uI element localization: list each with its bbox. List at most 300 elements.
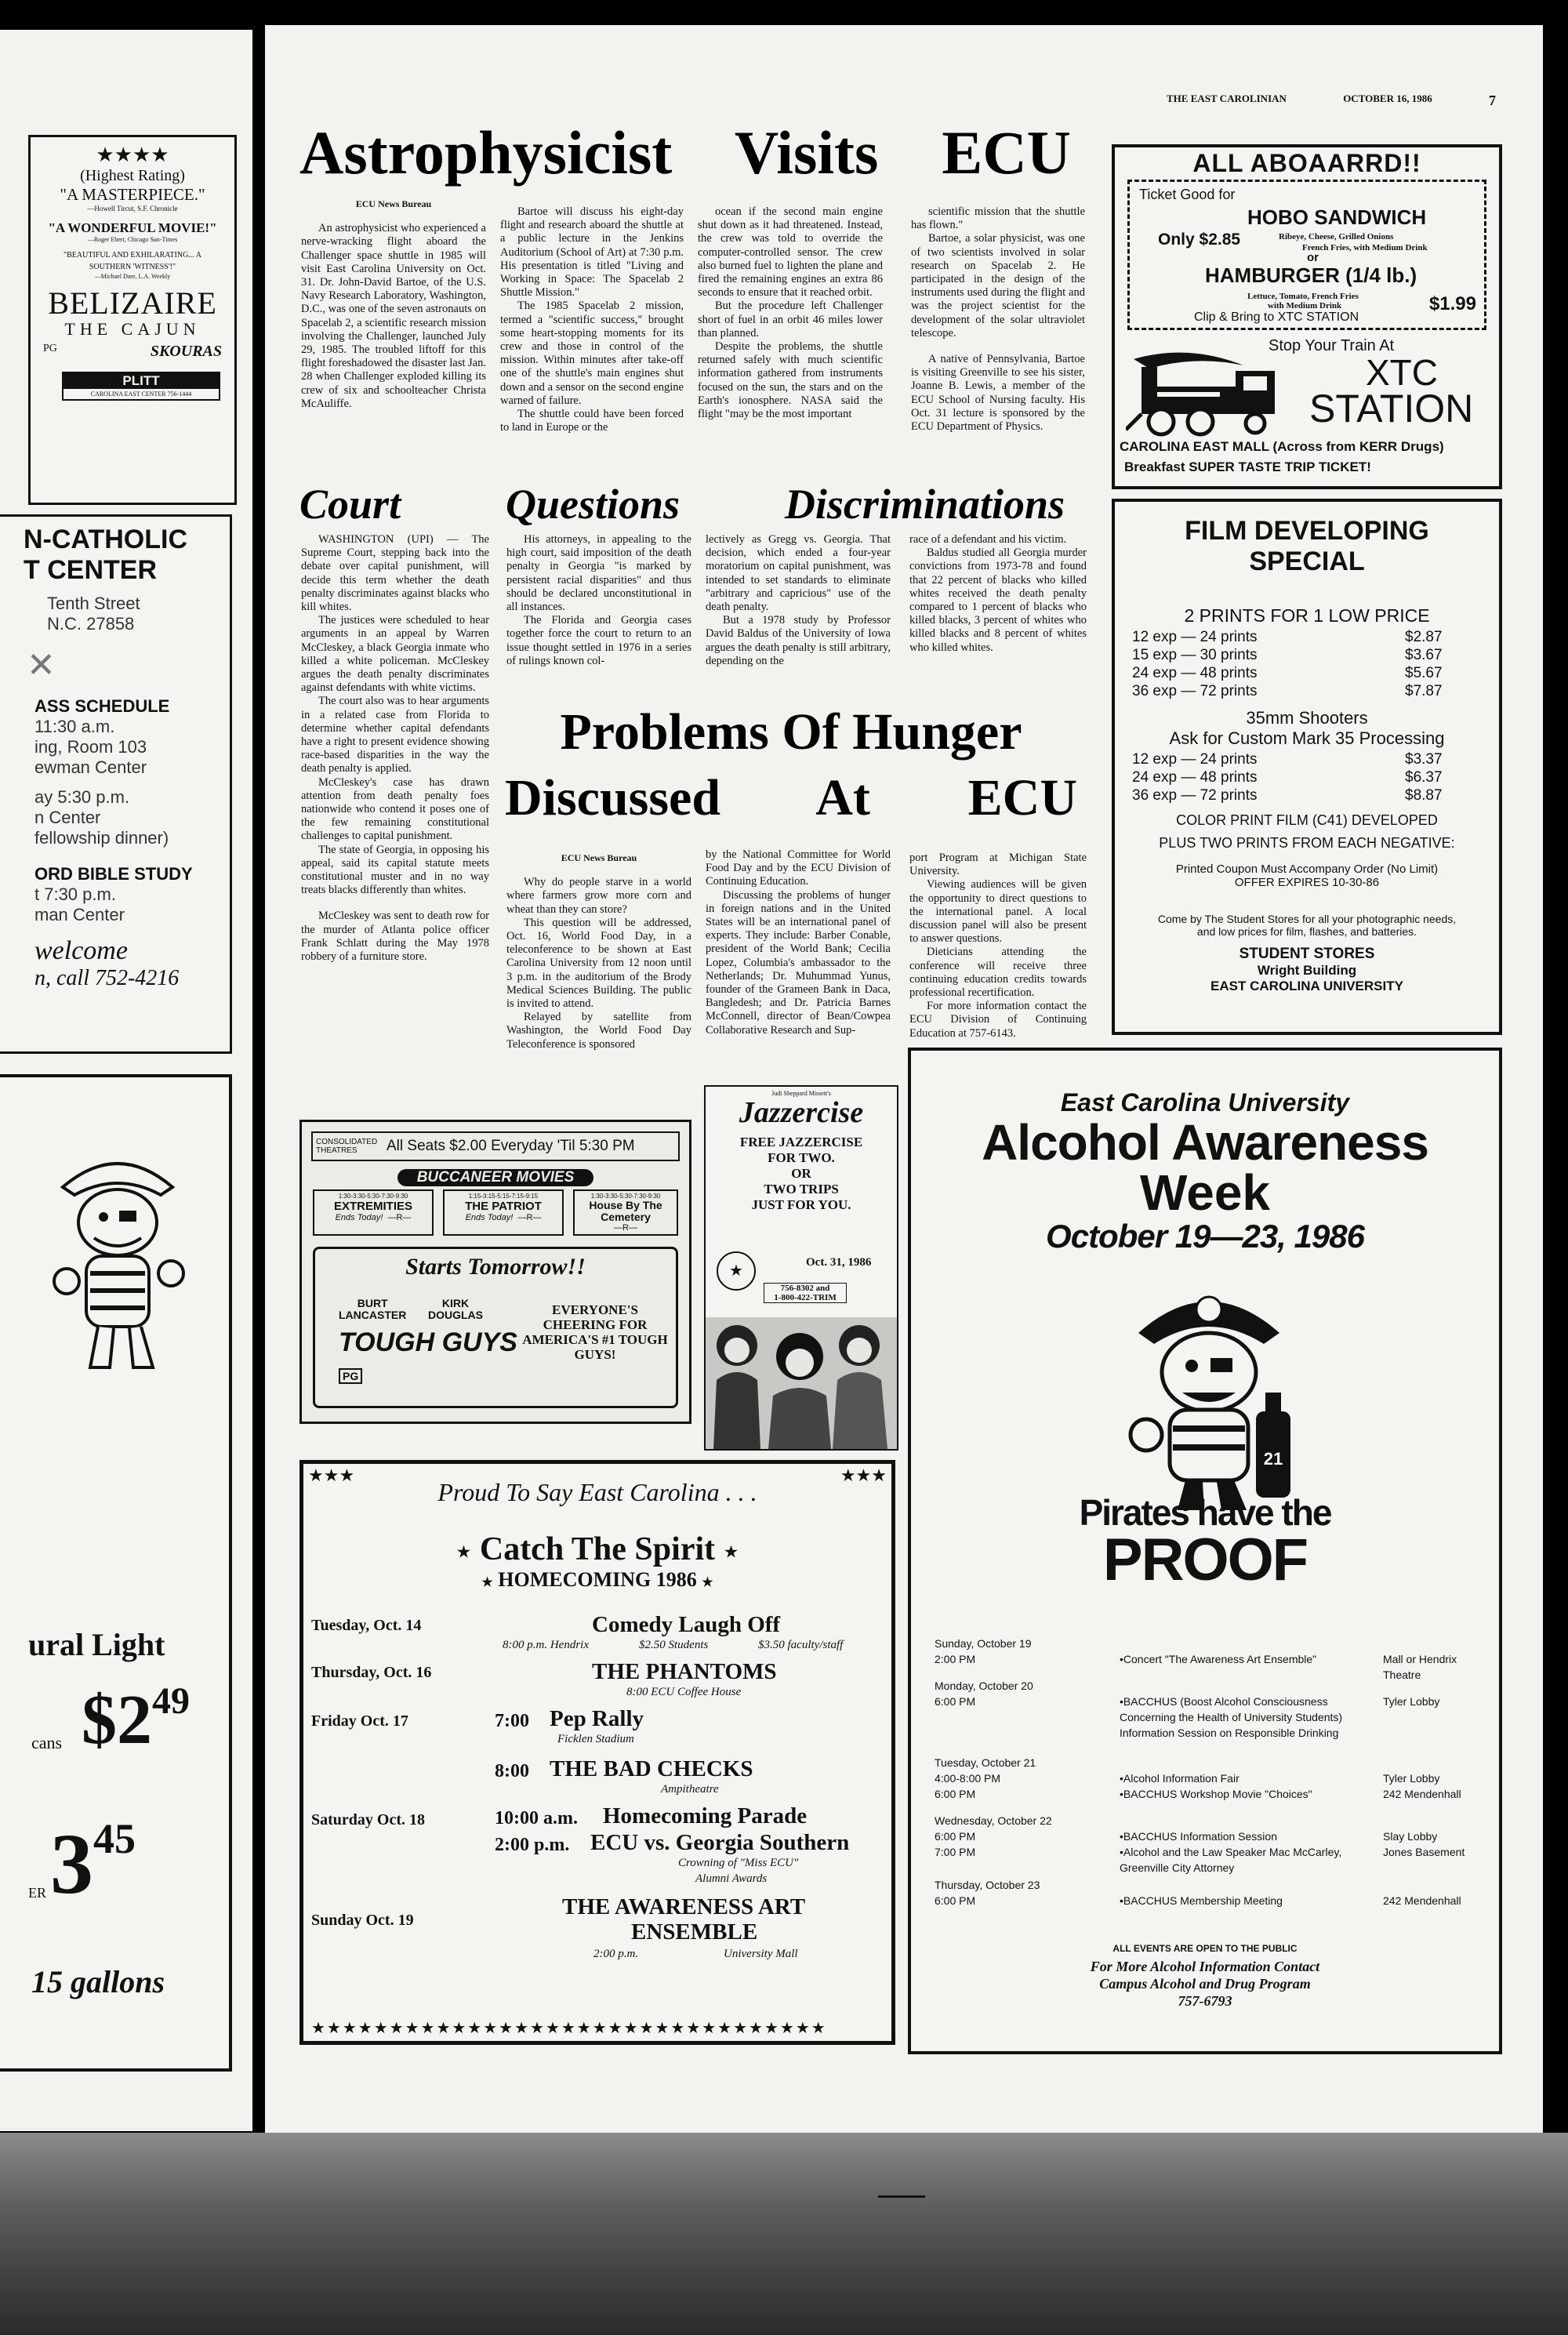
newman-s1: 11:30 a.m. [34, 717, 115, 736]
movies-house: BUCCANEER MOVIES [397, 1169, 593, 1186]
film-price-list [1132, 628, 1480, 700]
m2-title: THE PATRIOT [465, 1200, 542, 1213]
hunger-col3c: Dieticians attending the conference will receive three continuing education credits towards professional recertification. [909, 946, 1087, 1000]
newman-s3: ewman Center [34, 757, 147, 777]
price-label: 12 exp — 24 prints [1132, 629, 1258, 645]
newman-line2: T CENTER [24, 555, 157, 585]
court-col1b: The justices were scheduled to hear arguments in an appeal by Warren McCleskey, a black Georgia inmate who killed a white policeman. McCleskey argues the death penalty discriminates against defendants with white victims. [301, 614, 489, 695]
newman-center-ad [0, 514, 232, 1054]
belizaire-credit3: —Michael Dare, L.A. Weekly [94, 273, 171, 280]
buccaneer-movies-ad [299, 1120, 691, 1424]
beer-gallons: 15 gallons [31, 1964, 165, 1999]
beer-price1-dollar: $2 [82, 1681, 152, 1759]
court-col1 [301, 533, 489, 964]
movies-star2 [428, 1298, 483, 1321]
price-label: 12 exp — 24 prints [1132, 751, 1258, 768]
schedule-time: 6:00 PM [935, 1829, 976, 1843]
hunger-headline1: Problems Of Hunger [560, 703, 1022, 761]
schedule-items [1120, 1651, 1355, 1667]
xtc-item1-desc2: French Fries, with Medium Drink [1302, 243, 1428, 252]
m1-title: EXTREMITIES [333, 1200, 412, 1213]
schedule-place [1383, 1770, 1485, 1802]
xtc-item2: HAMBURGER (1/4 lb.) [1205, 263, 1417, 287]
homecoming-stars-bottom: ★★★★★★★★★★★★★★★★★★★★★★★★★★★★★★★★★ [311, 2020, 827, 2037]
film-expires: OFFER EXPIRES 10-30-86 [1234, 876, 1380, 889]
movies-header [311, 1131, 680, 1161]
court-col1a: WASHINGTON (UPI) — The Supreme Court, stepping back into the debate over capital punishment, will decide this term whether the death penalty discriminates against blacks who kill whites. [301, 533, 489, 614]
schedule-items [1120, 1893, 1355, 1908]
homecoming-stars-left: ★★★ [308, 1465, 355, 1485]
astro-col1-text: An astrophysicist who experienced a nerve-wracking flight aboard the Challenger space shuttle in 1985 will visit East Carolina University on Oct. 31. Dr. John-David Bartoe, of the U.S. Navy Research Laboratory, Washington, D.C., was one of the seven astronauts on Spacelab 2, a scientific research mission involving the Challenger, launched July 29, 1985. The troubled liftoff for this flight foreshadowed the disaster last Jan. 28 when Challenger exploded killing its crew of six and schoolteacher Christa McAuliffe. [301, 222, 486, 410]
newman-s2: ing, Room 103 [34, 737, 147, 757]
schedule-item: •BACCHUS Workshop Movie "Choices" [1120, 1787, 1312, 1800]
jazz-logo: ★ [717, 1251, 756, 1291]
jazz-phone1: 756-8302 and [780, 1284, 830, 1293]
xtc-stop: Stop Your Train At [1269, 337, 1395, 354]
schedule-item: •Alcohol and the Law Speaker Mac McCarley, Greenville City Attorney [1120, 1845, 1342, 1874]
e5-time: 10:00 a.m. [495, 1808, 578, 1828]
e1-day: Tuesday, Oct. 14 [311, 1617, 422, 1634]
astro-col2c: The shuttle could have been forced to land in Europe or the [500, 408, 684, 434]
hunger-col1b: This question will be addressed, Oct. 16, World Food Day, in a teleconference to be shown at East Carolina University from 12 noon until 3 p.m. in the auditorium of the Brody Medical Sciences Building. The public is invited to attend. [506, 916, 691, 1011]
schedule-items [1120, 1828, 1355, 1876]
m3-times: 1:30-3:30-5:30-7:30-9:30 [590, 1193, 661, 1200]
price-label: 24 exp — 48 prints [1132, 769, 1258, 786]
e7-title2: ENSEMBLE [631, 1919, 758, 1945]
belizaire-theatre: PLITT [64, 373, 219, 389]
e1-p2: $3.50 faculty/staff [758, 1639, 844, 1651]
belizaire-subtitle: THE CAJUN [64, 319, 201, 339]
belizaire-distributor: SKOURAS [150, 343, 222, 360]
xtc-only: Only $2.85 [1158, 231, 1241, 249]
beer-cans: cans [31, 1733, 63, 1752]
court-col3 [706, 533, 891, 668]
astro-col2a: Bartoe will discuss his eight-day flight and research aboard the shuttle at a public lecture in the Jenkins Auditorium (School of Art) at 7:30 p.m. His presentation is titled "Living and Working in Space: The Spacelab 2 Shuttle Mission." [500, 205, 684, 300]
schedule-time: 7:00 PM [935, 1845, 976, 1858]
film-shooters1: 35mm Shooters [1246, 708, 1368, 728]
film-store: STUDENT STORES [1239, 946, 1375, 962]
star-icon: ★ [456, 1542, 472, 1562]
e7-place: University Mall [724, 1948, 798, 1960]
alcohol-awareness-ad [908, 1048, 1502, 2054]
price-label: 36 exp — 72 prints [1132, 683, 1258, 699]
belizaire-credit1: —Howell Tircut, S.F. Chronicle [87, 205, 178, 212]
court-col1f: McCleskey was sent to death row for the murder of Atlanta police officer Frank Schlatt during the May 1978 robbery of a furniture store. [301, 910, 489, 964]
belizaire-ad [28, 135, 237, 505]
beer-price1-cents: 49 [152, 1680, 190, 1722]
belizaire-rating: (Highest Rating) [80, 167, 185, 184]
xtc-mall: CAROLINA EAST MALL (Across from KERR Drugs) [1120, 439, 1444, 454]
film-price-list-35mm [1132, 750, 1480, 804]
price-label: 15 exp — 30 prints [1132, 647, 1258, 663]
belizaire-theatre-address: CAROLINA EAST CENTER 756-1444 [90, 390, 192, 398]
page-fold-line [878, 2195, 925, 2198]
astro-col3 [698, 205, 883, 421]
price-row [1132, 786, 1480, 804]
court-headline: Court Questions Discriminations [299, 481, 1065, 528]
beer-price2: 3 [50, 1816, 93, 1912]
xtc-item2-desc2: with Medium Drink [1268, 301, 1342, 310]
schedule-entry [935, 1755, 1483, 1802]
price-row [1132, 628, 1480, 646]
star2a: KIRK [441, 1297, 470, 1309]
astro-headline: Astrophysicist Visits ECU [299, 118, 1071, 187]
astro-col4b: Bartoe, a solar physicist, was one of two scientists involved in solar research on Spacelab 2. He participated in the design of the instruments used during the flight and was the project scientist for the development of the solar ultraviolet telescope. [911, 232, 1085, 340]
court-col3a: lectively as Gregg vs. Georgia. That decision, which ended a four-year moratorium on capital punishment, was intended to set standards to eliminate "arbitrary and capricious" use of the death penalty. [706, 533, 891, 614]
tough-guys-box [313, 1247, 678, 1408]
hunger-col3a: port Program at Michigan State University. [909, 852, 1087, 878]
m1-end: Ends Today! [335, 1213, 383, 1222]
homecoming-ad [299, 1460, 895, 2045]
schedule-location: Tyler Lobby [1383, 1695, 1440, 1708]
bottle-label: 21 [1263, 1449, 1283, 1469]
price-row [1132, 646, 1480, 664]
beer-price2-cents: 45 [93, 1815, 136, 1862]
film-developing-ad [1112, 499, 1502, 1035]
e7-time: 2:00 p.m. [593, 1948, 639, 1960]
xtc-ticket: Ticket Good for [1139, 187, 1236, 202]
xtc-ticket-coupon [1127, 180, 1486, 330]
schedule-item: •BACCHUS (Boost Alcohol Consciousness Concerning the Health of University Students) Information Session on Responsible Drinking [1120, 1695, 1343, 1739]
court-col4 [909, 533, 1087, 655]
e7-day: Sunday Oct. 19 [311, 1912, 414, 1929]
schedule-item: •Alcohol Information Fair [1120, 1771, 1240, 1785]
schedule-location: 242 Mendenhall [1383, 1787, 1461, 1800]
jazz-line3: OR [791, 1166, 811, 1181]
beer-ad [0, 1074, 232, 2072]
e7-title1: THE AWARENESS ART [562, 1894, 806, 1919]
jazz-phone2: 1-800-422-TRIM [774, 1293, 837, 1302]
belizaire-quote2: "A WONDERFUL MOVIE!" [48, 220, 217, 235]
film-plus: PLUS TWO PRINTS FROM EACH NEGATIVE: [1159, 835, 1455, 851]
court-col4b: Baldus studied all Georgia murder convictions from 1973-78 and found that 22 percent of blacks who killed whites received the death penalty compared to 1 percent of blacks who killed blacks, 3 percent of whites who killed blacks and 8 percent of whites who killed whites. [909, 547, 1087, 654]
astro-col4 [911, 205, 1085, 434]
price-value: $2.87 [1405, 629, 1443, 645]
newman-welcome: welcome [34, 936, 128, 965]
film-title2: SPECIAL [1249, 547, 1365, 576]
schedule-time: 6:00 PM [935, 1787, 976, 1800]
jazzercise-ad [704, 1085, 898, 1451]
xtc-station-ad [1112, 144, 1502, 489]
star2b: DOUGLAS [428, 1309, 483, 1321]
jazz-line1: FREE JAZZERCISE [739, 1135, 863, 1149]
schedule-day: Tuesday, October 21 [935, 1756, 1036, 1769]
xtc-breakfast: Breakfast SUPER TASTE TRIP TICKET! [1124, 459, 1371, 474]
newman-call: n, call 752-4216 [34, 966, 180, 990]
movies-rating: PG [339, 1368, 362, 1384]
astro-col2 [500, 205, 684, 434]
film-title1: FILM DEVELOPING [1185, 516, 1429, 546]
price-row [1132, 664, 1480, 682]
court-col2 [506, 533, 691, 668]
schedule-when [935, 1636, 1120, 1667]
hunger-col2a: by the National Committee for World Food Day and by the ECU Division of Continuing Education. [706, 848, 891, 888]
newman-logo: ✕ [27, 646, 56, 685]
price-row [1132, 768, 1480, 786]
schedule-day: Sunday, October 19 [935, 1637, 1032, 1650]
masthead-date: OCTOBER 16, 1986 [1343, 93, 1432, 104]
beer-name: ural Light [28, 1627, 165, 1662]
schedule-entry [935, 1813, 1483, 1874]
star1a: BURT [357, 1297, 388, 1309]
film-sub: 2 PRINTS FOR 1 LOW PRICE [1184, 605, 1430, 626]
hunger-col2b: Discussing the problems of hunger in foreign nations and in the United States will be an international panel of experts. They include: Barber Conable, president of the World Bank; Cecilia Lopez, Columbia's ambassador to the Netherlands; Dr. Muhummad Yunus, founder of the Grameen Bank in Daca, Bangledesh; and Dr. Patricia Barnes McConnell, director of Bean/Cowpea Collaborative Research and Sup- [706, 888, 891, 1037]
schedule-location: Mall or Hendrix Theatre [1383, 1653, 1457, 1681]
belizaire-quote1: "A MASTERPIECE." [60, 185, 205, 204]
e3-title: Pep Rally [550, 1706, 644, 1731]
belizaire-title: BELIZAIRE [48, 285, 217, 321]
schedule-time: 4:00-8:00 PM [935, 1771, 1001, 1785]
xtc-item2-desc1: Lettuce, Tomato, French Fries [1247, 292, 1359, 301]
e5-day: Saturday Oct. 18 [311, 1811, 425, 1828]
schedule-time: 6:00 PM [935, 1894, 976, 1907]
schedule-location: Tyler Lobby [1383, 1771, 1440, 1785]
price-value: $7.87 [1405, 683, 1443, 699]
train-icon [1126, 351, 1290, 438]
alcohol-footer3: Campus Alcohol and Drug Program [1099, 1976, 1311, 1992]
hunger-col1 [506, 852, 691, 1051]
schedule-when [935, 1755, 1120, 1802]
pirate-with-bottle-illustration [1107, 1278, 1311, 1513]
court-col4a: race of a defendant and his victim. [909, 533, 1067, 546]
xtc-or: or [1307, 251, 1319, 264]
court-col2b: The Florida and Georgia cases together force the court to return to an issue thought settled in 1976 in a series of rulings known col- [506, 614, 691, 667]
beer-er: ER [28, 1885, 47, 1901]
pirate-mascot-illustration [31, 1140, 204, 1375]
newman-schedule-head: ASS SCHEDULE [34, 696, 170, 716]
newman-b2: man Center [34, 905, 125, 924]
schedule-place [1383, 1893, 1485, 1908]
movies-title: TOUGH GUYS [339, 1327, 517, 1357]
price-label: 24 exp — 48 prints [1132, 665, 1258, 681]
astro-col3b: But the procedure left Challenger short of fuel in an orbit 46 miles lower than planned. [698, 300, 883, 340]
alcohol-title1: Alcohol Awareness [982, 1114, 1428, 1171]
price-value: $6.37 [1405, 769, 1443, 786]
film-univ: EAST CAROLINA UNIVERSITY [1210, 979, 1403, 993]
jazz-name: Jazzercise [739, 1096, 864, 1129]
schedule-day: Wednesday, October 22 [935, 1814, 1052, 1827]
e1-time: 8:00 p.m. Hendrix [503, 1639, 589, 1651]
schedule-location: Slay Lobby [1383, 1829, 1438, 1843]
masthead-page: 7 [1488, 93, 1496, 108]
astro-col4a: scientific mission that the shuttle has flown." [911, 205, 1085, 232]
price-value: $8.87 [1405, 787, 1443, 804]
astro-col4c: A native of Pennsylvania, Bartoe is visiting Greenville to see his sister, Joanne B. Lewis, a member of the ECU School of Nursing faculty. His Oct. 31 lecture is sponsored by the ECU Department of Physics. [911, 353, 1085, 434]
hunger-col1c: Relayed by satellite from Washington, the World Food Day Teleconference is sponsored [506, 1011, 691, 1051]
price-label: 36 exp — 72 prints [1132, 787, 1258, 804]
astro-col3c: Despite the problems, the shuttle returned safely with much scientific information gathered from instruments focused on the sun, the stars and on the Earth's ionosphere. NASA said the flight "may be the most important [698, 340, 883, 421]
masthead-paper: THE EAST CAROLINIAN [1167, 93, 1287, 104]
homecoming-hc-row [303, 1568, 891, 1592]
jazzercise-dancers-photo [706, 1317, 897, 1449]
e3-sub: Ficklen Stadium [557, 1733, 634, 1745]
hunger-col3 [909, 852, 1087, 1040]
schedule-location: 242 Mendenhall [1383, 1894, 1461, 1907]
astro-col1 [301, 198, 486, 411]
e4-time: 8:00 [495, 1761, 529, 1781]
homecoming-catch: Catch The Spirit [479, 1531, 716, 1567]
price-value: $3.37 [1405, 751, 1443, 768]
schedule-day: Monday, October 20 [935, 1680, 1033, 1692]
jazz-phones [764, 1283, 847, 1303]
film-coupon: Printed Coupon Must Accompany Order (No Limit) [1175, 862, 1439, 876]
schedule-item: •Concert "The Awareness Art Ensemble" [1120, 1653, 1317, 1665]
xtc-name1: XTC [1366, 352, 1438, 393]
e5-title: Homecoming Parade [603, 1803, 808, 1828]
jazz-line4: TWO TRIPS [764, 1182, 839, 1197]
film-shooters2: Ask for Custom Mark 35 Processing [1169, 728, 1445, 748]
e3-day: Friday Oct. 17 [311, 1712, 408, 1730]
schedule-day: Thursday, October 23 [935, 1878, 1040, 1891]
star-icon: ★ [702, 1576, 713, 1589]
xtc-clip: Clip & Bring to XTC STATION [1194, 310, 1359, 324]
movies-star1 [339, 1298, 406, 1321]
astro-col2b: The 1985 Spacelab 2 mission, termed a "scientific success," brought some heart-stopping moments for its crew and those in control of the mission. Within minutes after take-off one of the shuttle's main engines shut down and a sensor on the second engine warned of failure. [500, 300, 684, 407]
schedule-item: •BACCHUS Information Session [1120, 1829, 1277, 1843]
newman-b1: t 7:30 p.m. [34, 884, 116, 904]
e4-sub: Ampitheatre [661, 1783, 719, 1796]
m3-rating: —R— [614, 1223, 637, 1233]
court-col3b: But a 1978 study by Professor David Baldus of the University of Iowa argues the death penalty is still arbitrary, depending on the [706, 614, 891, 667]
m2-times: 1:15-3:15-5:15-7:15-9:15 [468, 1193, 539, 1200]
court-col2a: His attorneys, in appealing to the high court, said imposition of the death penalty in Georgia "is marked by persistent racial disparities" and thus should be declared unconstitutional in all instances. [506, 533, 691, 614]
price-value: $3.67 [1405, 647, 1443, 663]
newman-s6: fellowship dinner) [34, 828, 169, 848]
homecoming-proud: Proud To Say East Carolina . . . [437, 1478, 757, 1506]
movies-starts: Starts Tomorrow!! [405, 1254, 586, 1280]
jazz-presenter: Judi Sheppard Missett's [771, 1090, 831, 1097]
schedule-place [1383, 1694, 1485, 1709]
movies-tagline: EVERYONE'S CHEERING FOR AMERICA'S #1 TOUGH GUYS! [522, 1302, 668, 1362]
e1-title: Comedy Laugh Off [592, 1612, 781, 1637]
film-color: COLOR PRINT FILM (C41) DEVELOPED [1176, 812, 1438, 828]
court-col1d: McCleskey's case has drawn attention from death penalty foes nationwide who contend it poses one of the few remaining constitutional challenges to capital punishment. [301, 775, 489, 843]
alcohol-footer1: ALL EVENTS ARE OPEN TO THE PUBLIC [1112, 1943, 1298, 1954]
xtc-price2: $1.99 [1428, 293, 1476, 314]
price-row [1132, 682, 1480, 700]
m3-title: House By The Cemetery [589, 1199, 662, 1223]
hunger-col3b: Viewing audiences will be given the opportunity to direct questions to the international panel. A local discussion panel will also be present to answer questions. [909, 878, 1087, 946]
price-row [1132, 750, 1480, 768]
schedule-entry [935, 1678, 1483, 1744]
bottom-film-edge [0, 2133, 1568, 2335]
astro-col3a: ocean if the second main engine shut down as it had threatened. Instead, the crew was told to override the computer-controlled sensor. The crew also burned fuel to lighten the plane and fired the remaining engines an extra 86 seconds to ensure that it reached orbit. [698, 205, 883, 300]
hunger-byline: ECU News Bureau [561, 852, 637, 863]
movie-listing-2 [443, 1189, 564, 1236]
homecoming-events [303, 1592, 891, 1960]
newman-bible-head: ORD BIBLE STUDY [34, 864, 193, 884]
movies-listings [313, 1189, 678, 1236]
m2-rating: —R— [517, 1213, 542, 1222]
e2-title: THE PHANTOMS [592, 1659, 777, 1684]
newman-s4: ay 5:30 p.m. [34, 787, 130, 807]
schedule-entry [935, 1636, 1483, 1681]
homecoming-catch-row [303, 1531, 891, 1568]
astro-article [301, 198, 1085, 496]
e3-time: 7:00 [495, 1711, 529, 1731]
belizaire-stars: ★★★★ [96, 143, 169, 166]
e2-sub: 8:00 ECU Coffee House [626, 1686, 742, 1698]
movies-chain: CONSOLIDATED THEATRES [316, 1138, 378, 1155]
alcohol-title2: Week [1139, 1164, 1271, 1221]
e6-sub1: Crowning of "Miss ECU" [678, 1857, 799, 1869]
schedule-item: •BACCHUS Membership Meeting [1120, 1894, 1283, 1907]
e6-sub2: Alumni Awards [695, 1872, 768, 1885]
movie-listing-1 [313, 1189, 434, 1236]
m1-times: 1:30-3:30-5:30-7:30-9:30 [338, 1193, 408, 1200]
jazz-date: Oct. 31, 1986 [806, 1256, 872, 1269]
astro-byline: ECU News Bureau [355, 198, 432, 209]
homecoming-stars-right: ★★★ [840, 1465, 887, 1485]
belizaire-quote3: "BEAUTIFUL AND EXHILARATING... A SOUTHERN 'WITNESS'!" [64, 251, 201, 271]
film-come1: Come by The Student Stores for all your photographic needs, [1157, 913, 1457, 925]
hunger-col1a: Why do people starve in a world where farmers grow more corn and wheat than they can store? [506, 876, 691, 916]
schedule-when [935, 1813, 1120, 1860]
alcohol-univ: East Carolina University [1060, 1088, 1350, 1117]
alcohol-dates: October 19—23, 1986 [1046, 1218, 1364, 1255]
newman-addr1: Tenth Street [47, 594, 140, 613]
alcohol-slogan1: Pirates have the [1079, 1492, 1331, 1533]
schedule-time: 6:00 PM [935, 1695, 976, 1708]
alcohol-schedule [935, 1636, 1483, 1919]
belizaire-theatre-box [62, 372, 220, 401]
alcohol-footer2: For More Alcohol Information Contact [1090, 1959, 1320, 1974]
price-value: $5.67 [1405, 665, 1443, 681]
schedule-items [1120, 1694, 1355, 1741]
newman-addr2: N.C. 27858 [47, 614, 135, 634]
e6-title: ECU vs. Georgia Southern [590, 1830, 850, 1855]
e1-p1: $2.50 Students [639, 1639, 709, 1651]
star-icon: ★ [723, 1542, 739, 1562]
star1b: LANCASTER [339, 1309, 407, 1321]
xtc-name2: STATION [1309, 387, 1474, 430]
m1-rating: —R— [387, 1213, 412, 1222]
court-col1c: The court also was to hear arguments in a related case from Florida to determine whether capital defendants have a right to present evidence showing race-based disparities in the way the death penalty is applied. [301, 695, 489, 775]
e4-title: THE BAD CHECKS [550, 1756, 753, 1781]
newman-line1: N-CATHOLIC [24, 525, 187, 554]
star-icon: ★ [481, 1576, 493, 1589]
jazz-line5: JUST FOR YOU. [751, 1197, 851, 1212]
xtc-item1-desc1: Ribeye, Cheese, Grilled Onions [1279, 232, 1394, 241]
schedule-entry [935, 1877, 1483, 1908]
m2-end: Ends Today! [465, 1213, 514, 1222]
belizaire-pg: PG [43, 343, 57, 354]
schedule-place [1383, 1828, 1485, 1860]
schedule-when [935, 1678, 1120, 1709]
xtc-headline: ALL ABOAARRD!! [1192, 149, 1421, 177]
e2-day: Thursday, Oct. 16 [311, 1664, 432, 1681]
masthead [1167, 93, 1496, 109]
homecoming-hc: HOMECOMING 1986 [498, 1568, 697, 1591]
schedule-location: Jones Basement [1383, 1845, 1465, 1858]
hunger-col2 [706, 848, 891, 1037]
schedule-items [1120, 1770, 1355, 1802]
xtc-item1: HOBO SANDWICH [1247, 205, 1427, 229]
movies-allseats: All Seats $2.00 Everyday 'Til 5:30 PM [387, 1138, 635, 1154]
e6-time: 2:00 p.m. [495, 1835, 570, 1855]
movie-listing-3 [573, 1189, 678, 1236]
film-bldg: Wright Building [1257, 963, 1357, 978]
newman-s5: n Center [34, 808, 101, 827]
belizaire-credit2: —Roger Ebert, Chicago Sun-Times [87, 236, 178, 243]
hunger-headline2: Discussed At ECU [505, 769, 1077, 826]
schedule-time: 2:00 PM [935, 1653, 976, 1665]
schedule-when [935, 1877, 1120, 1908]
film-come2: and low prices for film, flashes, and batteries. [1196, 925, 1417, 938]
jazz-line2: FOR TWO. [768, 1150, 835, 1165]
alcohol-footer4: 757-6793 [1178, 1993, 1232, 2009]
alcohol-slogan2: PROOF [1102, 1527, 1308, 1593]
